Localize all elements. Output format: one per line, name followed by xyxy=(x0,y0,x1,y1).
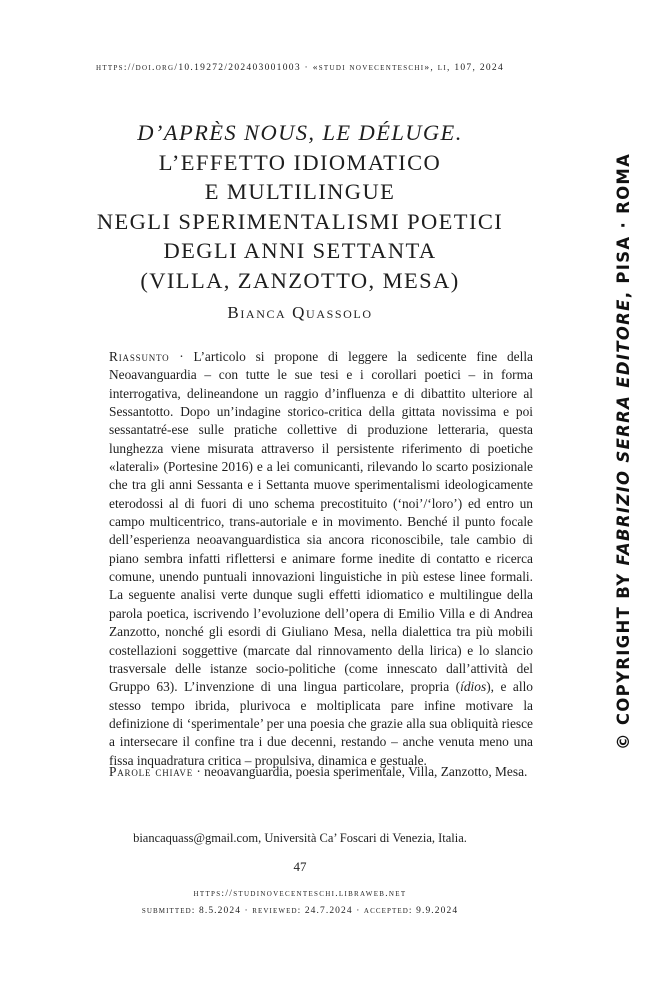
abstract-text-end: ), e allo stesso tempo ibrida, plurivoca e moltiplicata pare infine motivare la definizione di ‘sperimentale’ per una poesia che grazie alla sua obliquità riesce a intersecare il confine tra i due decenni, restando – anche venuta meno una fissa inquadratura critica – propulsiva, dinamica e gestuale. xyxy=(109,679,534,768)
author-name: Bianca Quassolo xyxy=(227,303,373,322)
page-number: 47 xyxy=(293,859,307,874)
keywords-label: Parole chiave xyxy=(109,764,194,779)
abstract-label: Riassunto xyxy=(109,349,170,364)
journal-url: https://studinovecenteschi.libraweb.net xyxy=(193,889,407,899)
article-title xyxy=(60,118,540,295)
title-line: (VILLA, ZANZOTTO, MESA) xyxy=(140,267,460,293)
abstract xyxy=(109,348,533,770)
title-line: DEGLI ANNI SETTANTA xyxy=(163,238,437,263)
running-head: https://doi.org/10.19272/202403001003 · «studi novecenteschi», li, 107, 2024 xyxy=(95,63,505,73)
title-line: E MULTILINGUE xyxy=(204,179,396,204)
author-email-affiliation: biancaquass@gmail.com, Università Ca’ Foscari di Venezia, Italia. xyxy=(133,831,467,845)
copyright-notice xyxy=(611,152,637,750)
copyright-publisher: FABRIZIO SERRA EDITORE xyxy=(614,298,633,566)
abstract-text: · L’articolo si propone di leggere la sedicente fine della Neoavanguardia – con tutte le sue tesi e i corollari poetici – in forma interrogativa, delineandone un raggio d’influenza e di dibattito ulteriore al Sessantotto. Dopo un’indagine storico-critica della gittata novissima e poi sessantatré-ese sulle pratiche collettive di produzione letteraria, questa lunghezza viene misurata attraverso il persistente riferimento di poetiche «laterali» (Portesine 2016) e a lei comunicanti, rilevando lo scarto posizionale che tra gli anni Sessanta e i Settanta muove sperimentalismi ideologicamente eterodossi al di fuori di uno schema precostituito (‘noi’/‘loro’) ed entro un campo multicentrico, trans-autoriale e in movimento. Benché il punto focale dell’esperienza neoavanguardistica sia ancora riconoscibile, tale cambio di piano sembra infatti riflettersi e animare forme inedite di contatto e ricerca comune, unendo puntuali innovazioni linguistiche in più estese linee formali. La seguente analisi verte dunque sugli effetti idiomatico e multilingue della parola poetica, iscrivendo l’evoluzione dell’opera di Emilio Villa e di Andrea Zanzotto, nonché gli esordi di Giuliano Mesa, nella dialettica tra più mobili costellazioni soggettive (marcate dal rinnovamento della lirica) e lo slancio trasversale delle istanze socio-politiche (come innescato dall’attività del Gruppo 63). L’invenzione di una lingua particolare, propria ( xyxy=(109,349,533,695)
submission-dates: submitted: 8.5.2024 · reviewed: 24.7.2024 · accepted: 9.9.2024 xyxy=(141,906,459,916)
keywords-text: · neoavanguardia, poesia sperimentale, Villa, Zanzotto, Mesa. xyxy=(193,764,528,779)
keywords xyxy=(109,763,533,781)
title-line: NEGLI SPERIMENTALISMI POETICI xyxy=(96,208,504,234)
title-line: D’APRÈS NOUS, LE DÉLUGE. xyxy=(137,120,463,145)
copyright-prefix: © COPYRIGHT BY xyxy=(614,565,633,750)
abstract-idios: ídios xyxy=(460,679,487,695)
title-line: L’EFFETTO IDIOMATICO xyxy=(158,149,442,175)
copyright-suffix: , PISA · ROMA xyxy=(614,152,633,299)
